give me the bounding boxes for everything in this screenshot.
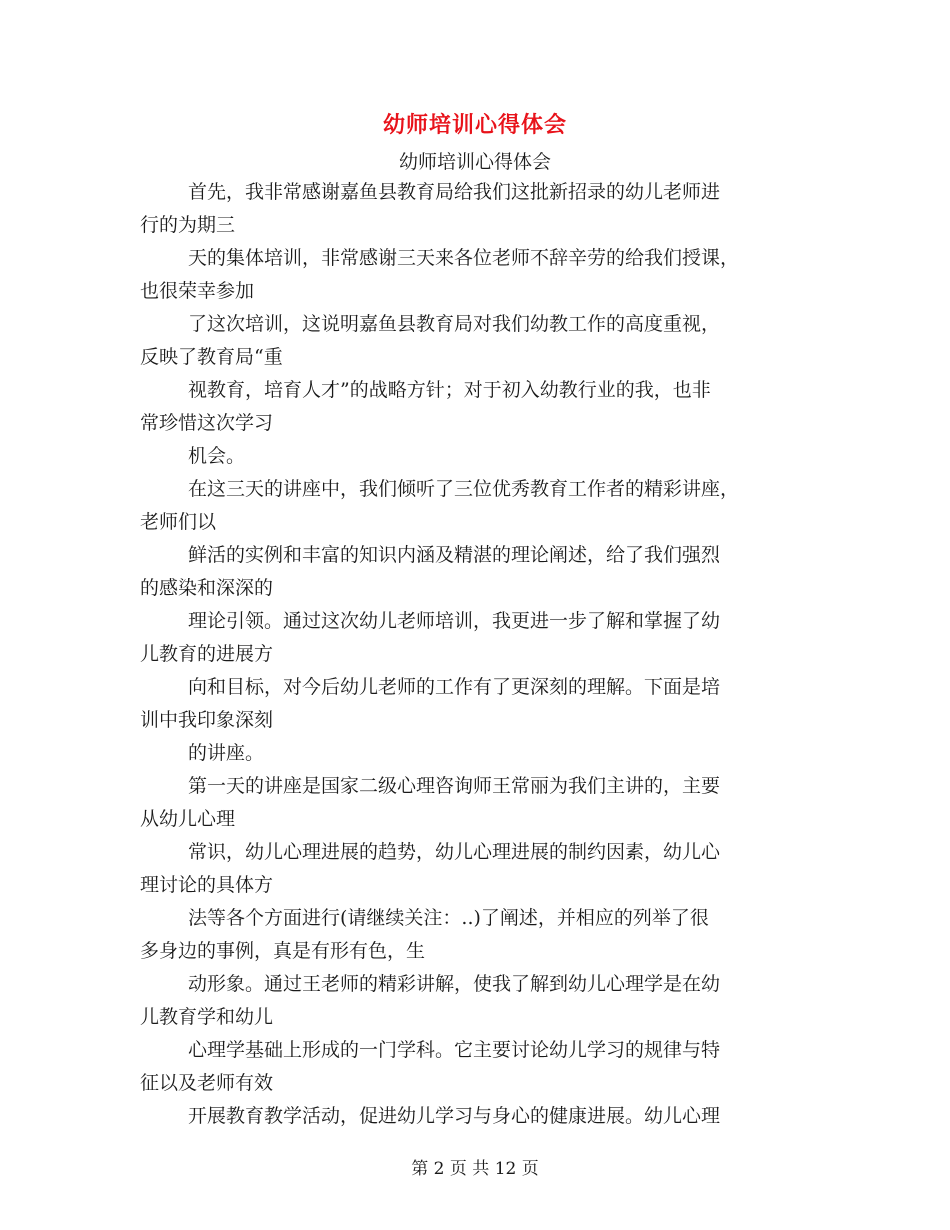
body-line: 理讨论的具体方	[140, 874, 274, 896]
body-line: 也很荣幸参加	[140, 280, 255, 302]
body-line: 常珍惜这次学习	[140, 412, 274, 434]
body-line: 鲜活的实例和丰富的知识内涵及精湛的理论阐述，给了我们强烈	[188, 544, 721, 566]
document-subtitle: 幼师培训心得体会	[398, 151, 551, 173]
body-line: 儿教育学和幼儿	[140, 1006, 274, 1028]
body-line: 天的集体培训，非常感谢三天来各位老师不辞辛劳的给我们授课，	[188, 247, 740, 269]
body-line: 多身边的事例，真是有形有色，生	[140, 940, 426, 962]
body-line: 征以及老师有效	[140, 1072, 274, 1094]
body-line: 常识，幼儿心理进展的趋势，幼儿心理进展的制约因素，幼儿心	[188, 841, 721, 863]
body-line: 反映了教育局“重	[140, 346, 283, 368]
body-line: 视教育，培育人才”的战略方针；对于初入幼教行业的我，也非	[188, 379, 711, 401]
body-line: 的感染和深深的	[140, 577, 274, 599]
body-line: 机会。	[188, 445, 246, 467]
body-line: 行的为期三	[140, 214, 236, 236]
body-line: 在这三天的讲座中，我们倾听了三位优秀教育工作者的精彩讲座，	[188, 478, 740, 500]
body-line: 训中我印象深刻	[140, 709, 274, 731]
body-line: 向和目标，对今后幼儿老师的工作有了更深刻的理解。下面是培	[188, 676, 721, 698]
document-title: 幼师培训心得体会	[382, 112, 567, 138]
body-line: 老师们以	[140, 511, 217, 533]
body-line: 心理学基础上形成的一门学科。它主要讨论幼儿学习的规律与特	[188, 1039, 721, 1061]
body-line: 从幼儿心理	[140, 808, 236, 830]
body-line: 动形象。通过王老师的精彩讲解，使我了解到幼儿心理学是在幼	[188, 973, 721, 995]
body-line: 开展教育教学活动，促进幼儿学习与身心的健康进展。幼儿心理	[188, 1105, 721, 1127]
body-line: 法等各个方面进行(请继续关注：..)了阐述，并相应的列举了很	[188, 907, 709, 929]
page-footer: 第 2 页 共 12 页	[411, 1159, 539, 1179]
body-line: 儿教育的进展方	[140, 643, 274, 665]
body-line: 第一天的讲座是国家二级心理咨询师王常丽为我们主讲的，主要	[188, 775, 721, 797]
body-line: 了这次培训，这说明嘉鱼县教育局对我们幼教工作的高度重视，	[188, 313, 721, 335]
body-line: 的讲座。	[188, 742, 265, 764]
body-line: 首先，我非常感谢嘉鱼县教育局给我们这批新招录的幼儿老师进	[188, 181, 721, 203]
body-line: 理论引领。通过这次幼儿老师培训，我更进一步了解和掌握了幼	[188, 610, 721, 632]
